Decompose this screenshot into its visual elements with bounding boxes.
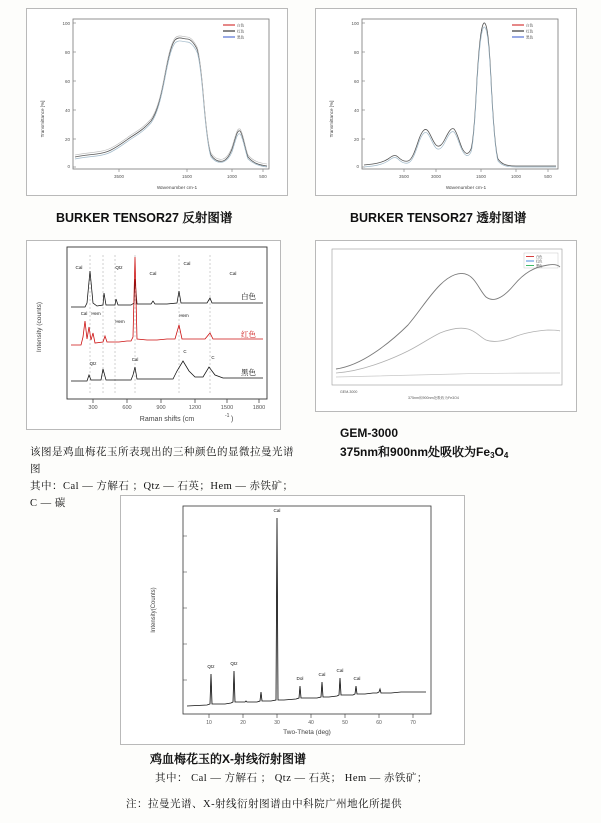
svg-text:Dol: Dol	[296, 676, 304, 681]
svg-text:500: 500	[259, 174, 267, 179]
svg-text:1200: 1200	[188, 405, 202, 411]
svg-text:白色: 白色	[241, 292, 256, 301]
svg-text:红色: 红色	[526, 29, 534, 34]
svg-text:Transmittance [%]: Transmittance [%]	[329, 100, 334, 138]
svg-text:白色: 白色	[237, 23, 245, 28]
svg-text:100: 100	[351, 21, 359, 26]
svg-text:30: 30	[274, 720, 280, 726]
xrd-mineral-legend: 其中： Cal — 方解石 ； Qtz — 石英； Hem — 赤铁矿；	[155, 773, 428, 784]
svg-text:红色: 红色	[237, 29, 245, 34]
svg-text:100: 100	[62, 21, 70, 26]
svg-text:40: 40	[353, 108, 359, 113]
svg-text:3000: 3000	[430, 174, 442, 179]
svg-text:Cal: Cal	[336, 668, 344, 673]
svg-text:1500: 1500	[181, 174, 193, 179]
svg-text:1500: 1500	[475, 174, 487, 179]
fe3o4-sub-3: 3	[490, 451, 495, 460]
svg-text:40: 40	[308, 720, 314, 726]
svg-text:Qtz: Qtz	[207, 664, 215, 669]
svg-text:Cal: Cal	[273, 508, 281, 513]
svg-text:60: 60	[353, 79, 359, 84]
svg-text:红色: 红色	[241, 330, 256, 339]
svg-text:600: 600	[122, 405, 132, 411]
svg-text:0: 0	[67, 164, 70, 169]
svg-text:70: 70	[410, 720, 416, 726]
svg-text:Intensity (counts): Intensity (counts)	[36, 301, 43, 353]
svg-text:Intensity(Counts): Intensity(Counts)	[151, 587, 157, 633]
ftir-transmittance-caption: BURKER TENSOR27 透射图谱	[350, 211, 527, 225]
svg-text:Cal: Cal	[149, 271, 157, 276]
svg-text:Qtz: Qtz	[89, 361, 97, 366]
svg-text:Hem: Hem	[91, 311, 101, 316]
gem-absorption-label: 375nm和900nm处吸收为$Fe_3O_4$	[340, 445, 509, 460]
svg-text:500: 500	[544, 174, 552, 179]
raman-note-line2: 其中：Cal — 方解石 ；Qtz — 石英；Hem — 赤铁矿；C — 碳	[30, 481, 294, 509]
svg-text:Two-Theta (deg): Two-Theta (deg)	[283, 729, 331, 736]
svg-text:Qtz: Qtz	[230, 661, 238, 666]
svg-text:黑色: 黑色	[237, 35, 245, 40]
svg-text:20: 20	[240, 720, 246, 726]
svg-text:1500: 1500	[220, 405, 234, 411]
svg-text:Wavenumber cm-1: Wavenumber cm-1	[445, 186, 487, 191]
svg-text:40: 40	[64, 108, 70, 113]
xrd-source-note: 注：拉曼光谱、X-射线衍射图谱由中科院广州地化所提供	[126, 799, 403, 810]
xrd-caption: 鸡血梅花玉的X-射线衍射图谱	[150, 752, 307, 766]
raman-spectra-chart	[26, 240, 281, 430]
svg-text:900: 900	[156, 405, 166, 411]
uvvis-absorption-chart	[315, 240, 577, 412]
svg-text:Cal: Cal	[80, 311, 88, 316]
svg-text:GEM-3000: GEM-3000	[340, 390, 358, 394]
svg-text:3500: 3500	[113, 174, 125, 179]
svg-text:Hem: Hem	[179, 313, 189, 318]
gem-caption	[340, 424, 508, 465]
svg-text:1000: 1000	[226, 174, 238, 179]
svg-text:60: 60	[64, 79, 70, 84]
svg-text:Cal: Cal	[75, 265, 83, 270]
svg-text:红色: 红色	[536, 259, 543, 264]
svg-text:0: 0	[356, 164, 359, 169]
svg-text:黑色: 黑色	[526, 35, 534, 40]
svg-text:C: C	[183, 349, 187, 354]
svg-text:20: 20	[64, 137, 70, 142]
svg-text:Qtz: Qtz	[115, 265, 123, 270]
xrd-pattern-chart	[120, 495, 465, 745]
svg-text:Hem: Hem	[115, 319, 125, 324]
svg-text:黑色: 黑色	[241, 368, 256, 377]
svg-text:Cal: Cal	[353, 676, 361, 681]
fe3o4-sub-4: 4	[503, 451, 509, 460]
svg-text:Transmittance [%]: Transmittance [%]	[40, 100, 45, 138]
ftir-reflectance-chart	[26, 8, 288, 196]
svg-text:10: 10	[206, 720, 212, 726]
svg-text:375nm和900nm处吸收为Fe3O4: 375nm和900nm处吸收为Fe3O4	[408, 396, 459, 400]
svg-text:白色: 白色	[536, 255, 543, 259]
svg-text:Cal: Cal	[131, 357, 139, 362]
svg-text:1800: 1800	[252, 405, 266, 411]
raman-note-line1: 该图是鸡血梅花玉所表现出的三种颜色的显微拉曼光谱图	[30, 447, 294, 475]
svg-text:-1: -1	[225, 413, 230, 419]
ftir-reflectance-caption: BURKER TENSOR27 反射图谱	[56, 211, 233, 225]
svg-text:C: C	[211, 355, 215, 360]
ftir-transmittance-chart	[315, 8, 577, 196]
svg-text:Cal: Cal	[229, 271, 237, 276]
svg-text:3500: 3500	[398, 174, 410, 179]
svg-text:Cal: Cal	[183, 261, 191, 266]
svg-text:50: 50	[342, 720, 348, 726]
svg-text:60: 60	[376, 720, 382, 726]
svg-text:20: 20	[353, 137, 359, 142]
svg-text:Wavenumber cm-1: Wavenumber cm-1	[156, 186, 198, 191]
svg-text:Cal: Cal	[318, 672, 326, 677]
svg-text:80: 80	[353, 50, 359, 55]
svg-text:): )	[231, 416, 234, 423]
svg-text:黑色: 黑色	[536, 264, 543, 268]
svg-text:Raman shifts (cm: Raman shifts (cm	[139, 416, 195, 423]
svg-text:白色: 白色	[526, 23, 534, 28]
gem-model-label: GEM-3000	[340, 426, 399, 440]
svg-text:300: 300	[88, 405, 98, 411]
svg-text:1000: 1000	[510, 174, 522, 179]
svg-text:80: 80	[64, 50, 70, 55]
